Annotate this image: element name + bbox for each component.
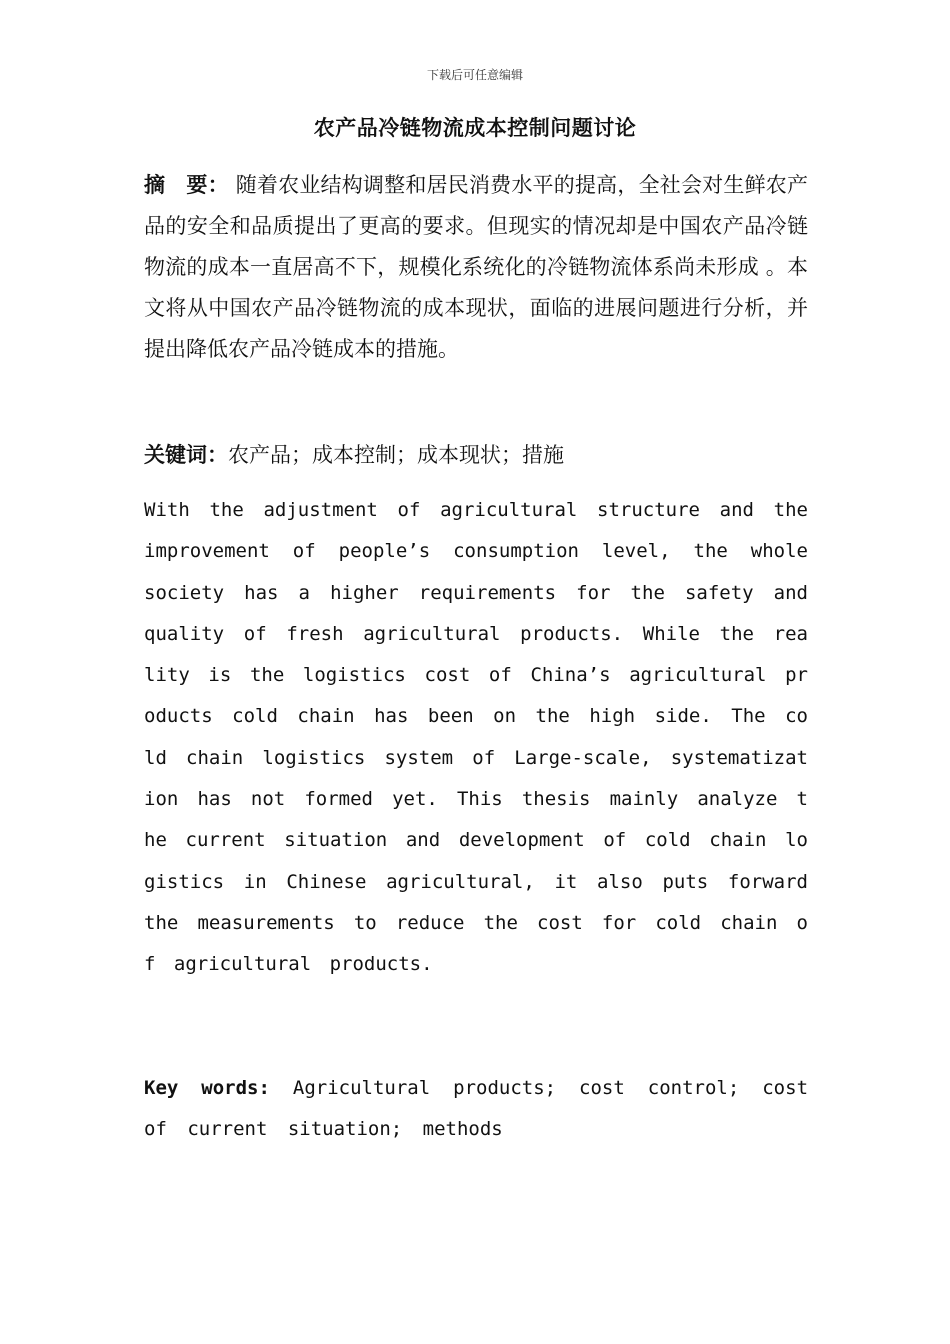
chinese-abstract-label: 摘 要：: [144, 172, 229, 197]
chinese-keywords: [144, 434, 808, 476]
chinese-keywords-label: 关键词：: [144, 442, 228, 467]
english-abstract: [144, 490, 808, 986]
chinese-abstract-text: 随着农业结构调整和居民消费水平的提高，全社会对生鲜农产品的安全和品质提出了更高的要求。但现实的情况却是中国农产品冷链物流的成本一直居高不下，规模化系统化的冷链物流体系尚未形成 。本文将从中国农产品冷链物流的成本现状，面临的进展问题进行分析，并提出降低农产品冷链成本的措施。: [144, 173, 808, 361]
english-keywords: [144, 1068, 808, 1151]
header-note: 下载后可任意编辑: [426, 68, 523, 82]
chinese-keywords-text: 农产品；成本控制；成本现状；措施: [228, 443, 564, 467]
english-keywords-label: Key words:: [144, 1077, 270, 1099]
document-title: 农产品冷链物流成本控制问题讨论: [313, 115, 637, 140]
english-abstract-text: With the adjustment of agricultural structure and the improvement of people’s consumption level, the whole society has a higher requirements for the safety and quality of fresh agricultural products. While the reality is the logistics cost of China’s agricultural products cold chain has been on the high side. The cold chain logistics system of Large-scale, systematization has not formed yet. This thesis mainly analyze the current situation and development of cold chain logistics in Chinese agricultural, it also puts forward the measurements to reduce the cost for cold chain of agricultural products.: [144, 499, 808, 976]
english-keywords-text: Agricultural products; cost control; cost of current situation; methods: [144, 1077, 809, 1141]
chinese-abstract: [144, 164, 808, 370]
